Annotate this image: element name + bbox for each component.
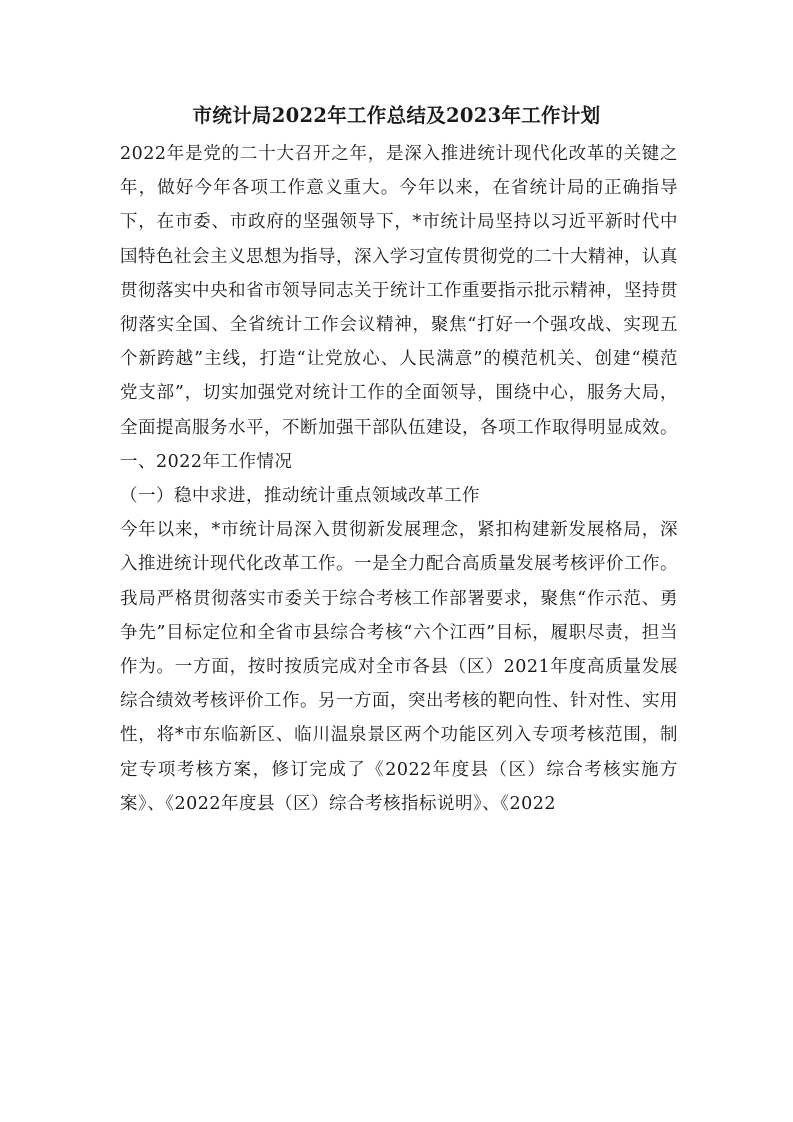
section-heading: 一、2022年工作情况 [120, 451, 293, 472]
document-body [120, 137, 678, 821]
body-paragraph: 今年以来，*市统计局深入贯彻新发展理念，紧扣构建新发展格局，深入推进统计现代化改革工作。一是全力配合高质量发展考核评价工作。我局严格贯彻落实市委关于综合考核工作部署要求，聚焦“作示范、勇争先”目标定位和全省市县综合考核“六个江西”目标，履职尽责，担当作为。一方面，按时按质完成对全市各县（区）2021年度高质量发展综合绩效考核评价工作。另一方面，突出考核的靶向性、针对性、实用性，将*市东临新区、临川温泉景区两个功能区列入专项考核范围，制定专项考核方案，修订完成了《2022年度县（区）综合考核实施方案》、《2022年度县（区）综合考核指标说明》、《2022 [120, 520, 678, 814]
subsection-heading: （一）稳中求进，推动统计重点领域改革工作 [120, 486, 480, 507]
document-title: 市统计局2022年工作总结及2023年工作计划 [192, 104, 601, 127]
intro-paragraph: 2022年是党的二十大召开之年，是深入推进统计现代化改革的关键之年，做好今年各项工作意义重大。今年以来，在省统计局的正确指导下，在市委、市政府的坚强领导下，*市统计局坚持以习近平新时代中国特色社会主义思想为指导，深入学习宣传贯彻党的二十大精神，认真贯彻落实中央和省市领导同志关于统计工作重要指示批示精神，坚持贯彻落实全国、全省统计工作会议精神，聚焦“打好一个强攻战、实现五个新跨越”主线，打造“让党放心、人民满意”的模范机关、创建“模范党支部”，切实加强党对统计工作的全面领导，围绕中心，服务大局，全面提高服务水平，不断加强干部队伍建设，各项工作取得明显成效。 [120, 144, 678, 438]
